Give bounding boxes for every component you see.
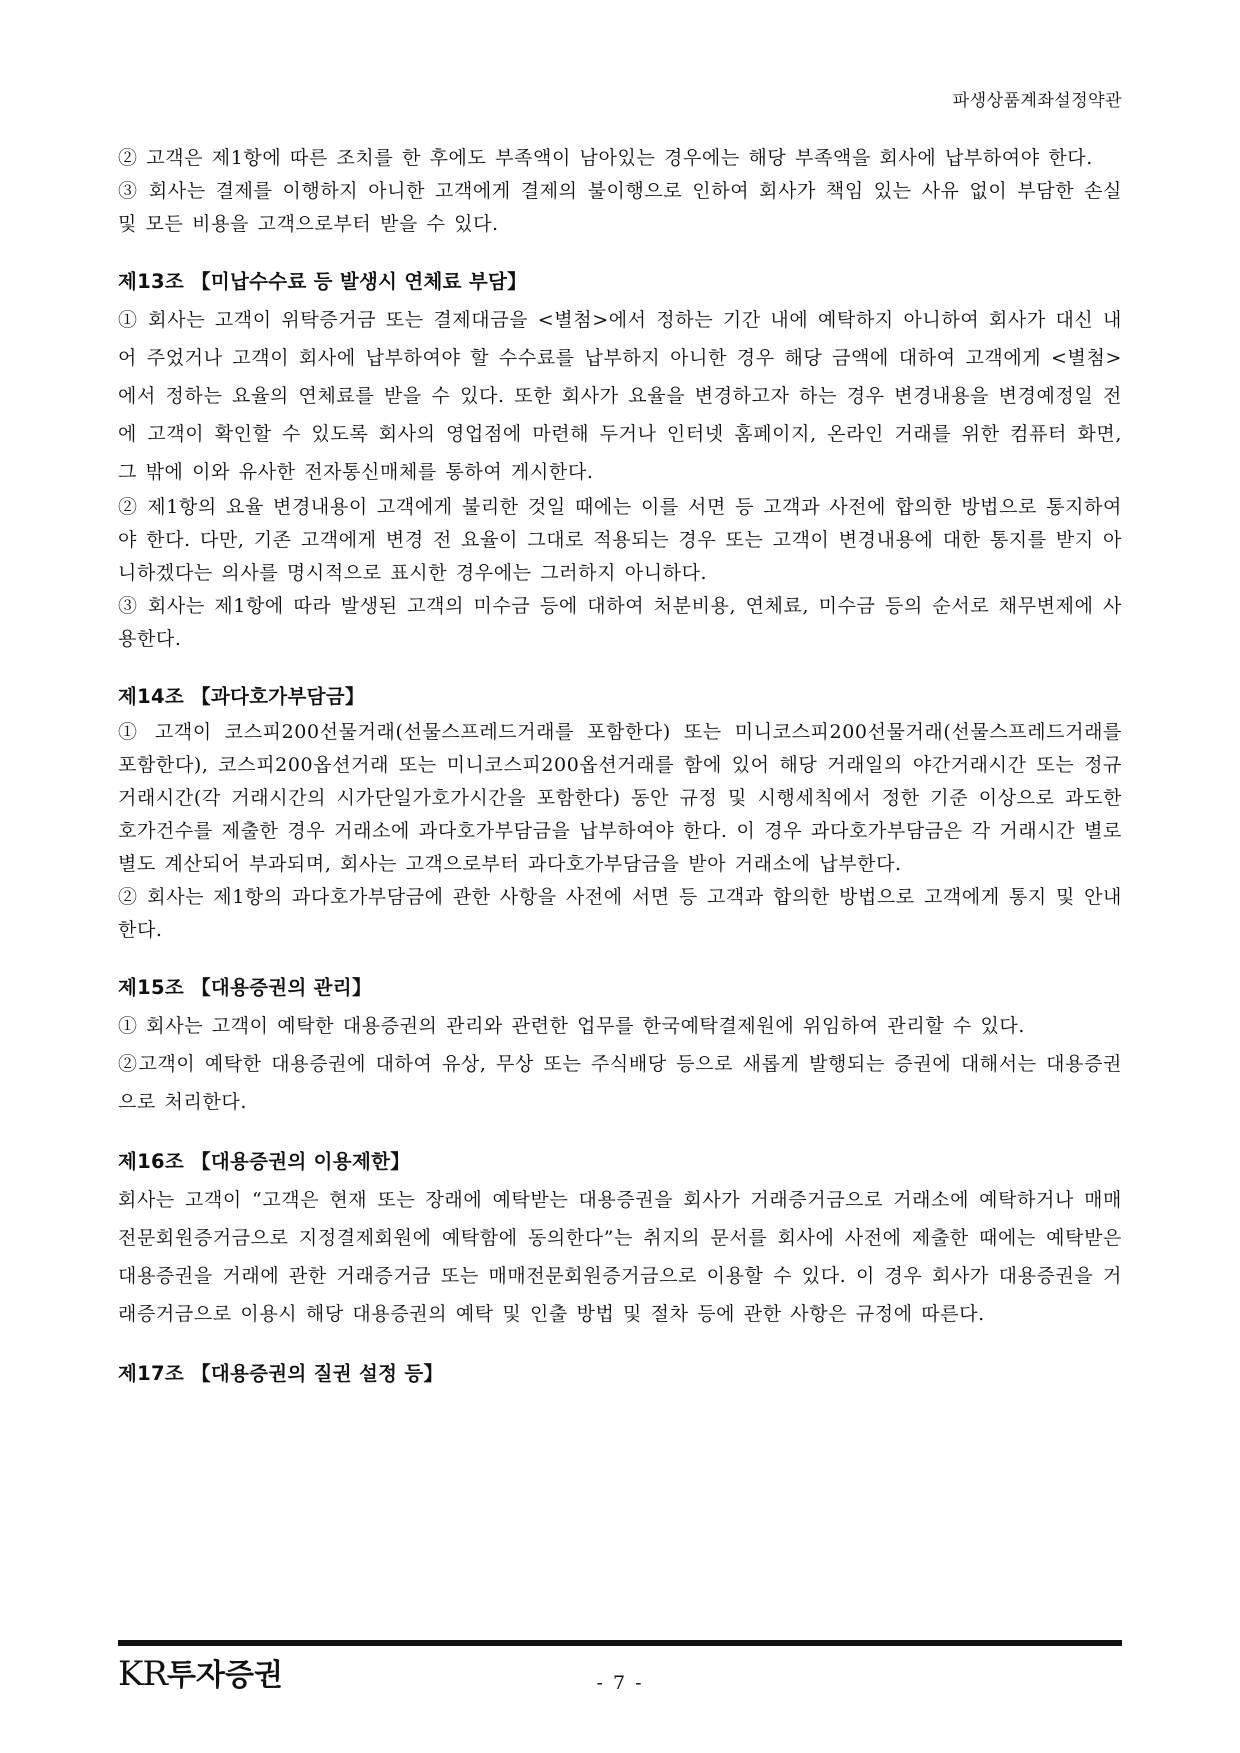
article-14-paragraph-2: ② 회사는 제1항의 과다호가부담금에 관한 사항을 사전에 서면 등 고객과 합의한 방법으로 고객에게 통지 및 안내한다.: [118, 886, 1122, 941]
article-15: [118, 971, 1122, 1121]
article-16: [118, 1145, 1122, 1333]
article-13-title: 제13조 【미납수수료 등 발생시 연체료 부담】: [118, 270, 527, 293]
article-15-title: 제15조 【대용증권의 관리】: [118, 976, 372, 999]
intro-paragraph-2: ② 고객은 제1항에 따른 조치를 한 후에도 부족액이 남아있는 경우에는 해당 부족액을 회사에 납부하여야 한다.: [118, 147, 1093, 169]
article-13-paragraph-1: ① 회사는 고객이 위탁증거금 또는 결제대금을 <별첨>에서 정하는 기간 내에 예탁하지 아니하여 회사가 대신 내어 주었거나 고객이 회사에 납부하여야 할 수수료를 납부하지 아니한 경우 해당 금액에 대하여 고객에게 <별첨>에서 정하는 요율의 연체료를 받을 수 있다. 또한 회사가 요율을 변경하고자 하는 경우 변경내용을 변경예정일 전에 고객이 확인할 수 있도록 회사의 영업점에 마련해 두거나 인터넷 홈페이지, 온라인 거래를 위한 컴퓨터 화면, 그 밖에 이와 유사한 전자통신매체를 통하여 게시한다.: [118, 309, 1122, 483]
company-logo-latin: KR: [118, 1654, 167, 1694]
article-15-paragraph-2: ②고객이 예탁한 대용증권에 대하여 유상, 무상 또는 주식배당 등으로 새롭게 발행되는 증권에 대해서는 대용증권으로 처리한다.: [118, 1053, 1122, 1113]
article-13-paragraph-2: ② 제1항의 요율 변경내용이 고객에게 불리한 것일 때에는 이를 서면 등 고객과 사전에 합의한 방법으로 통지하여야 한다. 다만, 기존 고객에게 변경 전 요율이 그대로 적용되는 경우 또는 고객이 변경내용에 대한 통지를 받지 아니하겠다는 의사를 명시적으로 표시한 경우에는 그러하지 아니하다.: [118, 496, 1122, 584]
running-header: 파생상품계좌설정약관: [952, 91, 1122, 111]
article-14-title: 제14조 【과다호가부담금】: [118, 685, 365, 708]
company-logo-korean: 투자증권: [167, 1658, 283, 1693]
article-17: [118, 1357, 1122, 1391]
article-16-paragraph-1: 회사는 고객이 “고객은 현재 또는 장래에 예탁받는 대용증권을 회사가 거래증거금으로 거래소에 예탁하거나 매매전문회원증거금으로 지정결제회원에 예탁함에 동의한다”는 취지의 문서를 회사에 사전에 제출한 때에는 예탁받은 대용증권을 거래에 관한 거래증거금 또는 매매전문회원증거금으로 이용할 수 있다. 이 경우 회사가 대용증권을 거래증거금으로 이용시 해당 대용증권의 예탁 및 인출 방법 및 절차 등에 관한 사항은 규정에 따른다.: [118, 1189, 1122, 1325]
document-body: [118, 142, 1122, 1393]
intro-paragraph-3: ③ 회사는 결제를 이행하지 아니한 고객에게 결제의 불이행으로 인하여 회사가 책임 있는 사유 없이 부담한 손실 및 모든 비용을 고객으로부터 받을 수 있다.: [118, 180, 1122, 235]
footer-divider: [118, 1640, 1122, 1646]
article-17-title: 제17조 【대용증권의 질권 설정 등】: [118, 1362, 444, 1385]
article-13-paragraph-3: ③ 회사는 제1항에 따라 발생된 고객의 미수금 등에 대하여 처분비용, 연체료, 미수금 등의 순서로 채무변제에 사용한다.: [118, 595, 1122, 650]
article-16-title: 제16조 【대용증권의 이용제한】: [118, 1150, 411, 1173]
article-14-paragraph-1: ① 고객이 코스피200선물거래(선물스프레드거래를 포함한다) 또는 미니코스피200선물거래(선물스프레드거래를 포함한다), 코스피200옵션거래 또는 미니코스피200옵션거래를 함에 있어 해당 거래일의 야간거래시간 또는 정규거래시간(각 거래시간의 시가단일가호가시간을 포함한다) 동안 규정 및 시행세칙에서 정한 기준 이상으로 과도한 호가건수를 제출한 경우 거래소에 과다호가부담금을 납부하여야 한다. 이 경우 과다호가부담금은 각 거래시간 별로 별도 계산되어 부과되며, 회사는 고객으로부터 과다호가부담금을 받아 거래소에 납부한다.: [118, 721, 1122, 875]
article-15-paragraph-1: ① 회사는 고객이 예탁한 대용증권의 관리와 관련한 업무를 한국예탁결제원에 위임하여 관리할 수 있다.: [118, 1015, 1026, 1037]
page-number: - 7 -: [596, 1672, 644, 1694]
article-13: [118, 265, 1122, 656]
article-14: [118, 680, 1122, 947]
